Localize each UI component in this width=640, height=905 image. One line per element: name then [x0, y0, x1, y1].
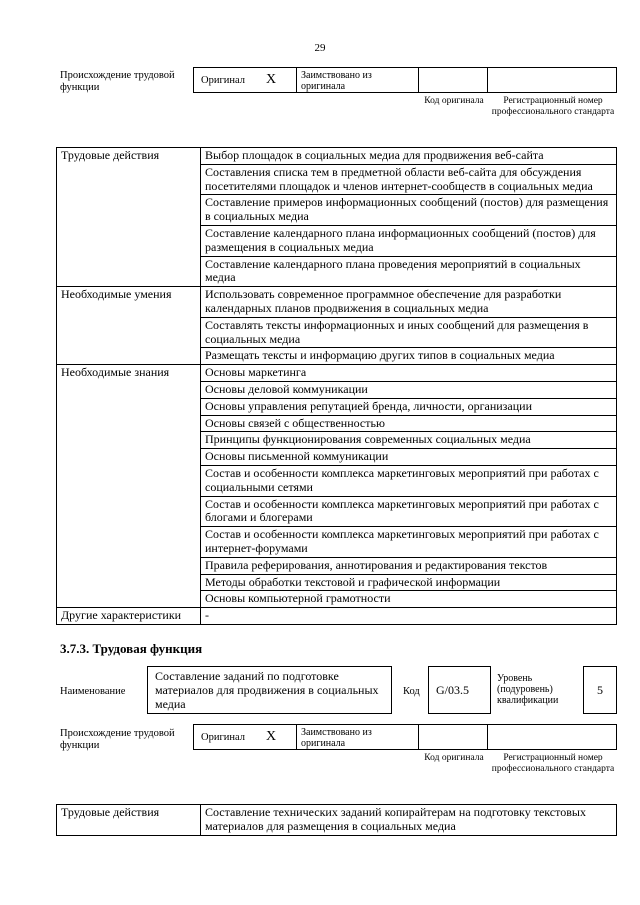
- value-cell: Составлять тексты информационных и иных сообщений для размещения в социальных медиа: [201, 317, 617, 348]
- origin-code-cell: [418, 67, 488, 93]
- category-cell: Необходимые умения: [57, 287, 201, 318]
- reg-number-caption: Регистрационный номер профессионального стандарта: [491, 96, 615, 117]
- original-label: Оригинал: [201, 75, 245, 86]
- origin-code-cell: [418, 724, 488, 750]
- code-original-caption: Код оригинала: [424, 96, 484, 106]
- category-cell: [57, 348, 201, 365]
- origin-original-cell: [193, 67, 297, 93]
- code-original-caption: Код оригинала: [424, 753, 484, 763]
- value-cell: Составление календарного плана проведения мероприятий в социальных медиа: [201, 256, 617, 287]
- category-cell: [57, 195, 201, 226]
- original-mark: X: [266, 729, 277, 744]
- origin-label: Происхождение трудовой функции: [60, 728, 175, 751]
- value-cell: Основы деловой коммуникации: [201, 381, 617, 398]
- value-cell: Составление технических заданий копирайтерам на подготовку текстовых материалов для размещения в социальных медиа: [201, 805, 617, 836]
- category-cell: [57, 591, 201, 608]
- value-cell: Состав и особенности комплекса маркетинговых мероприятий при работах с блогами и блогерами: [201, 496, 617, 527]
- code-value-cell: [428, 666, 491, 714]
- reg-number-caption: Регистрационный номер профессионального стандарта: [491, 753, 615, 774]
- code-value: G/03.5: [436, 683, 469, 697]
- name-value-cell: [147, 666, 392, 714]
- category-cell: [57, 465, 201, 496]
- name-label: Наименование: [60, 686, 126, 697]
- category-cell: [57, 527, 201, 558]
- value-cell: Основы управления репутацией бренда, личности, организации: [201, 398, 617, 415]
- value-cell: Использовать современное программное обеспечение для разработки календарных планов продвижения в социальных медиа: [201, 287, 617, 318]
- category-cell: [57, 432, 201, 449]
- origin-reg-cell: [487, 724, 617, 750]
- value-cell: Принципы функционирования современных социальных медиа: [201, 432, 617, 449]
- origin-label: Происхождение трудовой функции: [60, 70, 175, 93]
- category-cell: Необходимые знания: [57, 365, 201, 382]
- section-title: 3.7.3. Трудовая функция: [60, 641, 203, 656]
- category-cell: Трудовые действия: [57, 148, 201, 165]
- value-cell: -: [201, 608, 617, 625]
- category-cell: [57, 256, 201, 287]
- origin-borrowed-cell: [296, 67, 419, 93]
- value-cell: Состав и особенности комплекса маркетинговых мероприятий при работах с социальными сетями: [201, 465, 617, 496]
- value-cell: Составления списка тем в предметной области веб-сайта для обсуждения посетителями площадок и членов интернет-сообществ в социальных медиа: [201, 164, 617, 195]
- labor-function-table-2: [56, 804, 617, 836]
- name-value: Составление заданий по подготовке материалов для продвижения в социальных медиа: [155, 669, 379, 711]
- value-cell: Основы компьютерной грамотности: [201, 591, 617, 608]
- category-cell: [57, 574, 201, 591]
- level-value-cell: [583, 666, 617, 714]
- level-label: Уровень (подуровень) квалификации: [497, 673, 559, 706]
- category-cell: [57, 381, 201, 398]
- category-cell: [57, 398, 201, 415]
- labor-function-table: [56, 147, 617, 625]
- category-cell: Трудовые действия: [57, 805, 201, 836]
- value-cell: Состав и особенности комплекса маркетинговых мероприятий при работах с интернет-форумами: [201, 527, 617, 558]
- category-cell: Другие характеристики: [57, 608, 201, 625]
- value-cell: Основы связей с общественностью: [201, 415, 617, 432]
- category-cell: [57, 415, 201, 432]
- original-mark: X: [266, 72, 277, 87]
- category-cell: [57, 496, 201, 527]
- category-cell: [57, 449, 201, 466]
- value-cell: Методы обработки текстовой и графической информации: [201, 574, 617, 591]
- value-cell: Составление календарного плана информационных сообщений (постов) для размещения в социальных медиа: [201, 225, 617, 256]
- original-label: Оригинал: [201, 732, 245, 743]
- value-cell: Основы маркетинга: [201, 365, 617, 382]
- origin-reg-cell: [487, 67, 617, 93]
- category-cell: [57, 317, 201, 348]
- category-cell: [57, 225, 201, 256]
- value-cell: Правила реферирования, аннотирования и редактирования текстов: [201, 557, 617, 574]
- category-cell: [57, 557, 201, 574]
- origin-borrowed-cell: [296, 724, 419, 750]
- borrowed-label: Заимствовано из оригинала: [301, 70, 372, 92]
- page-number: 29: [314, 42, 326, 54]
- value-cell: Основы письменной коммуникации: [201, 449, 617, 466]
- level-value: 5: [597, 683, 603, 697]
- origin-original-cell: [193, 724, 297, 750]
- borrowed-label: Заимствовано из оригинала: [301, 727, 372, 749]
- value-cell: Выбор площадок в социальных медиа для продвижения веб-сайта: [201, 148, 617, 165]
- code-label: Код: [403, 686, 420, 697]
- value-cell: Составление примеров информационных сообщений (постов) для размещения в социальных медиа: [201, 195, 617, 226]
- category-cell: [57, 164, 201, 195]
- value-cell: Размещать тексты и информацию других типов в социальных медиа: [201, 348, 617, 365]
